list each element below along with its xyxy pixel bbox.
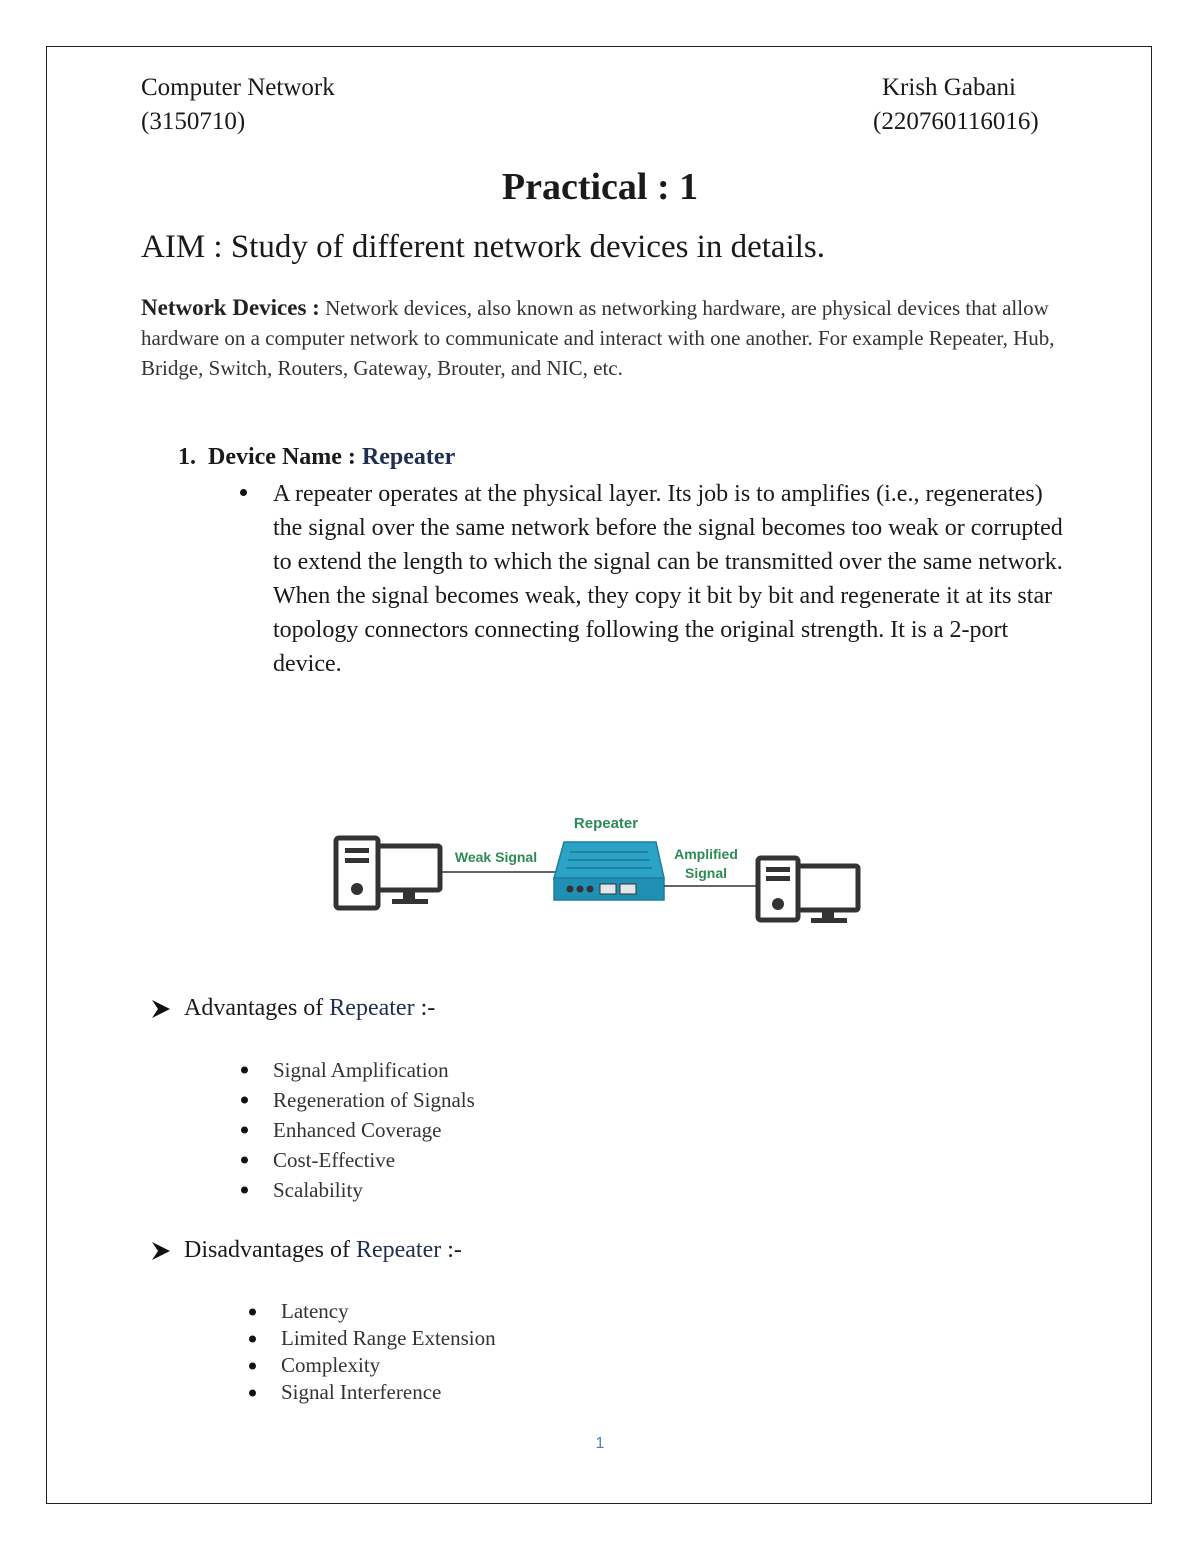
- intro-text: Network devices, also known as networking hardware, are physical devices that allow hardware on a computer network to communicate and interact with one another. For example Repeater, Hub, Bridge, Switch, Routers, Gateway, Brouter, and NIC, etc.: [141, 296, 1055, 380]
- device-name: Repeater: [361, 444, 456, 470]
- student-id: (220760116016): [873, 108, 1039, 135]
- course-block: [141, 71, 335, 139]
- device-heading: [178, 444, 455, 471]
- weak-signal-label: Weak Signal: [454, 849, 538, 865]
- page-number: 1: [595, 1435, 605, 1452]
- list-item: Regeneration of Signals: [273, 1085, 475, 1115]
- right-computer-icon: [758, 858, 858, 923]
- bullet-icon: [241, 1097, 248, 1104]
- intro-term: Network Devices :: [141, 295, 320, 320]
- list-item: Signal Interference: [281, 1379, 496, 1406]
- arrow-bullet-icon: [150, 1241, 172, 1261]
- bullet-icon: [249, 1335, 256, 1342]
- device-label: Device Name :: [208, 444, 356, 470]
- course-name: Computer Network: [141, 74, 335, 101]
- list-item: Scalability: [273, 1175, 475, 1205]
- page-title: Practical : 1: [501, 166, 699, 208]
- repeater-device-icon: [554, 842, 664, 900]
- repeater-label: Repeater: [573, 815, 639, 832]
- list-item: Limited Range Extension: [281, 1325, 496, 1352]
- intro-paragraph: [141, 293, 1071, 383]
- bullet-icon: [241, 1187, 248, 1194]
- arrow-bullet-icon: [150, 999, 172, 1019]
- left-computer-icon: [336, 838, 440, 908]
- course-code: (3150710): [141, 108, 246, 135]
- amplified-label-line2: Signal: [684, 865, 728, 881]
- disadvantages-heading-device: Repeater: [355, 1237, 442, 1263]
- advantages-heading: [150, 995, 435, 1022]
- disadvantages-list: [281, 1298, 496, 1406]
- advantages-heading-device: Repeater: [329, 995, 415, 1021]
- list-item: Cost-Effective: [273, 1145, 475, 1175]
- bullet-icon: [241, 1067, 248, 1074]
- device-number: 1.: [178, 444, 196, 470]
- bullet-icon: [241, 1127, 248, 1134]
- repeater-diagram: [330, 806, 870, 931]
- disadvantages-heading: [150, 1237, 462, 1264]
- list-item: Signal Amplification: [273, 1055, 475, 1085]
- list-item: Complexity: [281, 1352, 496, 1379]
- aim-statement: AIM : Study of different network devices in details.: [141, 229, 825, 265]
- student-block: [873, 71, 1039, 139]
- list-item: Latency: [281, 1298, 496, 1325]
- advantages-heading-prefix: Advantages of: [184, 995, 324, 1021]
- bullet-icon: [249, 1362, 256, 1369]
- student-name: Krish Gabani: [882, 74, 1016, 101]
- disadvantages-heading-prefix: Disadvantages of: [184, 1237, 350, 1263]
- bullet-icon: [241, 1157, 248, 1164]
- bullet-icon: [249, 1389, 256, 1396]
- amplified-label-line1: Amplified: [674, 846, 738, 862]
- bullet-icon: [249, 1308, 256, 1315]
- bullet-icon: [240, 489, 247, 496]
- advantages-list: [273, 1055, 475, 1205]
- advantages-heading-suffix: :-: [414, 995, 436, 1021]
- device-description: A repeater operates at the physical layer. Its job is to amplifies (i.e., regenerates) the signal over the same network before the signal becomes too weak or corrupted to extend the length to which the signal can be transmitted over the same network. When the signal becomes weak, they copy it bit by bit and regenerate it at its star topology connectors connecting following the original strength. It is a 2-port device.: [273, 481, 1063, 677]
- disadvantages-heading-suffix: :-: [441, 1237, 462, 1263]
- list-item: Enhanced Coverage: [273, 1115, 475, 1145]
